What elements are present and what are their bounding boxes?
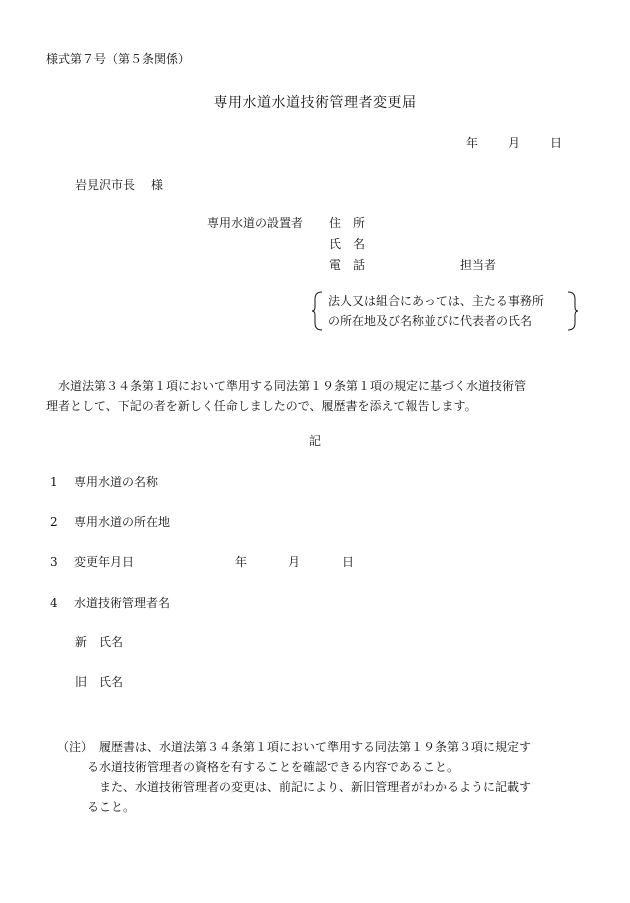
item-manager-name: [50, 596, 170, 612]
new-label: 新: [75, 635, 88, 649]
footnote-mark: （注）: [57, 740, 94, 754]
date-year-label: 年: [466, 136, 479, 150]
form-number: 様式第７号（第５条関係）: [46, 52, 191, 66]
change-date-year: 年: [235, 555, 248, 569]
item-change-date: [50, 555, 134, 571]
date-month-label: 月: [508, 136, 521, 150]
footnote-line1: 履歴書は、水道法第３４条第１項において準用する同法第１９条第３項に規定す: [99, 740, 532, 754]
phone-label: 電 話: [329, 258, 366, 272]
old-name-label: 氏名: [99, 675, 124, 689]
date-day-label: 日: [550, 136, 563, 150]
item-number: 2: [50, 515, 58, 529]
footnote-line4: ること。: [87, 800, 136, 814]
item-label: 変更年月日: [74, 555, 135, 569]
ki-heading: 記: [308, 434, 321, 448]
old-manager-name: [75, 675, 123, 691]
change-date-month: 月: [288, 555, 301, 569]
corporate-note-bracket: [312, 291, 578, 331]
addressee: [75, 178, 163, 194]
applicant-label: 専用水道の設置者: [207, 216, 304, 230]
corporate-note-line1: 法人又は組合にあっては、主たる事務所: [328, 294, 544, 308]
old-label: 旧: [75, 675, 88, 689]
report-body-line1: 水道法第３４条第１項において準用する同法第１９条第１項の規定に基づく水道技術管: [46, 379, 527, 393]
address-label: 住 所: [329, 216, 366, 230]
change-date-day: 日: [342, 555, 355, 569]
name-label: 氏 名: [329, 237, 366, 251]
corporate-note-line2: の所在地及び名称並びに代表者の氏名: [328, 314, 533, 328]
document-title: 専用水道水道技術管理者変更届: [213, 95, 417, 111]
item-waterworks-location: [50, 515, 170, 531]
item-label: 専用水道の名称: [74, 475, 159, 489]
item-waterworks-name: [50, 475, 158, 491]
addressee-honorific: 様: [151, 178, 164, 192]
item-number: 3: [50, 555, 58, 569]
report-body-line2: 理者として、下記の者を新しく任命しましたので、履歴書を添えて報告します。: [46, 399, 477, 413]
contact-person-label: 担当者: [460, 258, 497, 272]
footnote: [57, 737, 597, 817]
submission-date: [466, 136, 562, 152]
addressee-name: 岩見沢市長: [75, 178, 136, 192]
footnote-line2: る水道技術管理者の資格を有することを確認できる内容であること。: [87, 760, 460, 774]
item-number: 1: [50, 475, 58, 489]
item-label: 水道技術管理者名: [74, 596, 171, 610]
item-number: 4: [50, 596, 58, 610]
report-body: [46, 376, 586, 416]
new-name-label: 氏名: [99, 635, 124, 649]
item-label: 専用水道の所在地: [74, 515, 171, 529]
new-manager-name: [75, 635, 123, 651]
footnote-line3: また、水道技術管理者の変更は、前記により、新旧管理者がわかるように記載す: [99, 780, 532, 794]
corporate-note-text: [328, 291, 544, 331]
